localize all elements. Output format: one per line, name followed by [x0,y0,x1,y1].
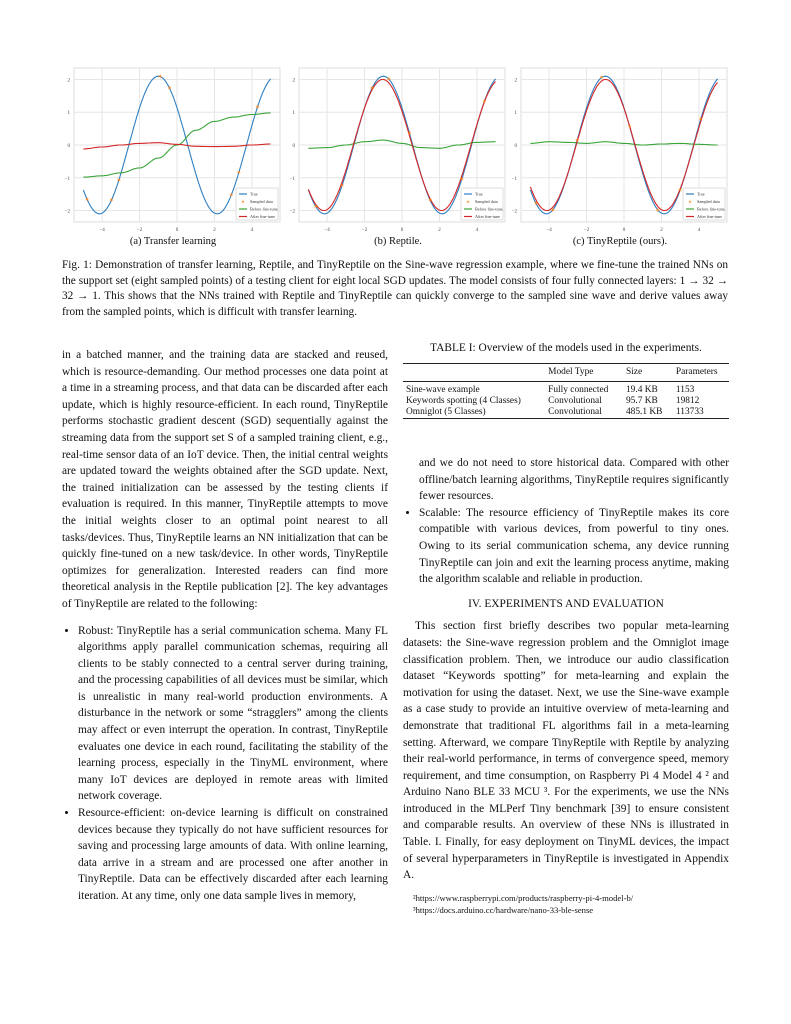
x-tick-label: 0 [175,228,179,232]
y-tick-label: −2 [64,209,70,215]
legend-label: Sampled data [250,199,273,205]
sampled-point: ✶ [698,117,704,124]
x-tick-label: 4 [250,228,254,232]
left-column [62,347,388,905]
y-tick-label: 2 [67,78,70,84]
legend-label: True [697,191,705,197]
x-tick-label: −2 [136,228,143,232]
sampled-point: ✶ [459,176,465,183]
x-tick-label: −2 [361,228,368,232]
y-tick-label: −2 [511,209,517,215]
sampled-point: ✶ [599,75,605,82]
table-title: TABLE I: Overview of the models used in the experiments. [430,342,702,354]
table-cell: 19812 [675,396,700,406]
sampled-point: ✶ [339,183,345,190]
sampled-point: ✶ [406,131,413,138]
y-tick-label: 2 [292,78,295,84]
table-cell: Convolutional [548,396,602,406]
bullet-scalable: • Scalable: The resource efficiency of TinyReptile makes its core compatible with various devices, from powerful to tiny ones. Owing to its serial communication schema, any device running TinyReptile can join and exit the learning process anytime, making the algorithm scalable and reliable in production. [419,505,729,588]
x-tick-label: 2 [213,228,216,232]
legend-label: After fine-tune [697,214,722,220]
x-tick-label: 0 [400,228,404,232]
subcaption-a: (a) Transfer learning [129,236,217,247]
sampled-point: ✶ [677,188,683,195]
plot-tinyreptile [509,66,731,232]
table-cell: 19.4 KB [625,385,658,395]
x-tick-label: −4 [324,228,330,232]
col-header: Parameters [675,367,718,377]
table-cell: Fully connected [548,385,609,395]
y-tick-label: −2 [289,209,295,215]
sampled-point: ✶ [255,104,261,111]
col-header: Model Type [548,367,594,377]
y-tick-label: 1 [514,111,517,117]
legend-marker: ✶ [465,200,471,206]
plot-transfer-learning [62,66,284,232]
section-heading: IV. EXPERIMENTS AND EVALUATION [468,597,664,610]
table-cell: Sine-wave example [406,385,480,395]
x-tick-label: −2 [583,228,590,232]
sampled-point: ✶ [655,207,661,214]
col-header: Size [625,367,643,377]
sampled-point: ✶ [550,207,556,214]
sampled-point: ✶ [116,177,122,184]
plot-reptile [287,66,509,232]
legend-label: True [250,191,258,197]
legend-label: Sampled data [475,199,498,205]
table-1 [403,342,729,419]
table-cell: 113733 [675,407,704,417]
footnote-2: ²https://www.raspberrypi.com/products/raspberry-pi-4-model-b/ [413,892,634,903]
figure-caption: Fig. 1: Demonstration of transfer learning, Reptile, and TinyReptile on the Sine-wave regression example, where we fine-tune the trained NNs on the support set (eight sampled points) of a testing client for eight local SGD updates. The model consists of four fully connected layers: 1 → 32 → 32 → 1. This shows that the NNs trained with Reptile and TinyReptile can quickly converge to the sampled sine wave and derive values away from the sampled points, which is difficult with transfer learning. [62,259,728,318]
x-tick-label: 4 [697,228,701,232]
legend-label: Before fine-tune [250,206,278,212]
table-cell: Convolutional [548,407,602,417]
y-tick-label: 1 [292,111,295,117]
footnote-3: ³https://docs.arduino.cc/hardware/nano-33-ble-sense [413,904,594,915]
x-tick-label: 4 [475,228,479,232]
table-cell: 95.7 KB [625,396,658,406]
legend-label: Before fine-tune [697,206,725,212]
x-tick-label: −4 [546,228,552,232]
sampled-point: ✶ [427,198,433,205]
legend-marker: ✶ [687,200,693,206]
subcaption-b: (b) Reptile. [374,236,422,247]
table-row [403,396,729,407]
sampled-point: ✶ [313,204,319,211]
table-cell: 485.1 KB [625,407,663,417]
y-tick-label: 0 [514,144,517,149]
sampled-point: ✶ [108,198,114,205]
x-tick-label: −4 [99,228,105,232]
y-tick-label: 0 [67,144,70,149]
x-tick-label: 2 [438,228,441,232]
x-tick-label: 2 [660,228,663,232]
legend-label: Before fine-tune [475,206,503,212]
table-row [403,382,729,397]
bullet-robust: • Robust: TinyReptile has a serial communication schema. Many FL algorithms apply parallel communication schemas, requiring all clients to be stably connected to a central server during training, and the processing capabilities of all devices must be similar, which is unrealistic in many real-world production environments. A disturbance in the network or some “stragglers” among the clients may affect or even interrupt the operation. In contrast, TinyReptile evaluates one device in each round, facilitating the stability of the learning process, especially in the TinyML environment, where many IoT devices are deployed in remote areas with limited network coverage. [78,623,388,806]
subcaption-c: (c) TinyReptile (ours). [572,236,668,247]
x-tick-label: 0 [622,228,626,232]
sampled-point: ✶ [369,86,375,93]
table-cell: Omniglot (5 Classes) [406,407,486,417]
legend-label: True [475,191,483,197]
sampled-point: ✶ [166,86,173,93]
table-row [403,407,729,419]
y-tick-label: −1 [289,176,295,182]
legend-label: After fine-tune [475,214,500,220]
paragraph: This section first briefly describes two popular meta-learning datasets: the Sine-wave regression problem and the Omniglot image classification problem. Then, we introduce our audio classification dataset “Keywords spotting” for meta-learning and explain the motivation for using the dataset. Next, we use the Sine-wave example as a case study to provide an intuitive overview of meta-learning and demonstrate that traditional FL algorithms fail in a meta-learning setting. Afterward, we compare TinyReptile with Reptile by analyzing their real-world performance, in terms of convergence speed, memory requirement, and time consumption, on Raspberry Pi 4 Model 4 ² and Arduino Nano BLE 33 MCU ³. For the experiments, we use the NNs introduced in the MLPerf Tiny benchmark [39] to ensure consistent and comparable results. An overview of these NNs is illustrated in Table. I. Finally, for easy deployment on TinyML devices, the impact of several hyperparameters in TinyReptile is investigated in Appendix A. [403,620,729,882]
y-tick-label: 1 [67,111,70,117]
table-cell: 1153 [675,385,695,395]
sampled-point: ✶ [228,192,234,199]
y-tick-label: −1 [64,176,70,182]
sampled-point: ✶ [481,99,487,106]
bullet-resource-efficient: • Resource-efficient: on-device learning is difficult on constrained devices because they typically do not have sufficient resources for saving and processing large amounts of data. With online learning, data arrive in a stream and are processed one after another in TinyReptile. Data can be effectively discarded after each learning iteration. At any time, only one data sample lives in memory, [78,805,388,905]
paragraph: in a batched manner, and the training data are stacked and reused, which is resource-demanding. Our method processes one data point at a time in a streaming process, and that data can be discarded after each update, which is highly resource-efficient. In each round, TinyReptile performs stochastic gradient descent (SGD) sequentially against the streaming data from the support set S of a sampled training client, e.g., real-time sensor data of an IoT device. Then, the initial central weights are updated toward the weights obtained after the SGD update. Next, the trained initialization can be assessed by the testing clients if evaluation is required. In this manner, TinyReptile attempts to move the initial weights closer to an optimal point nearest to all tasks/devices. Thus, TinyReptile learns an NN initialization that can be quickly fine-tuned on a new task/device. In other words, TinyReptile optimizes for generalization. Interested readers can find more theoretical analysis in the Reptile publication [2]. The key advantages of TinyReptile are related to the following: [62,349,388,610]
y-tick-label: 2 [514,78,517,84]
sampled-point: ✶ [574,138,580,145]
table-cell: Keywords spotting (4 Classes) [406,396,521,406]
y-tick-label: −1 [511,176,517,182]
y-tick-label: 0 [292,144,295,149]
sampled-point: ✶ [157,74,163,81]
legend-label: After fine-tune [250,214,275,220]
right-column [403,455,729,916]
sampled-point: ✶ [236,170,242,177]
sampled-point: ✶ [386,77,392,84]
sampled-point: ✶ [627,124,633,131]
sampled-point: ✶ [84,197,90,204]
legend-marker: ✶ [240,200,246,206]
legend-label: Sampled data [697,199,720,205]
sampled-point: ✶ [533,201,539,208]
paragraph: and we do not need to store historical data. Compared with other offline/batch learning algorithms, TinyReptile requires significantly fewer resources. [419,457,729,503]
